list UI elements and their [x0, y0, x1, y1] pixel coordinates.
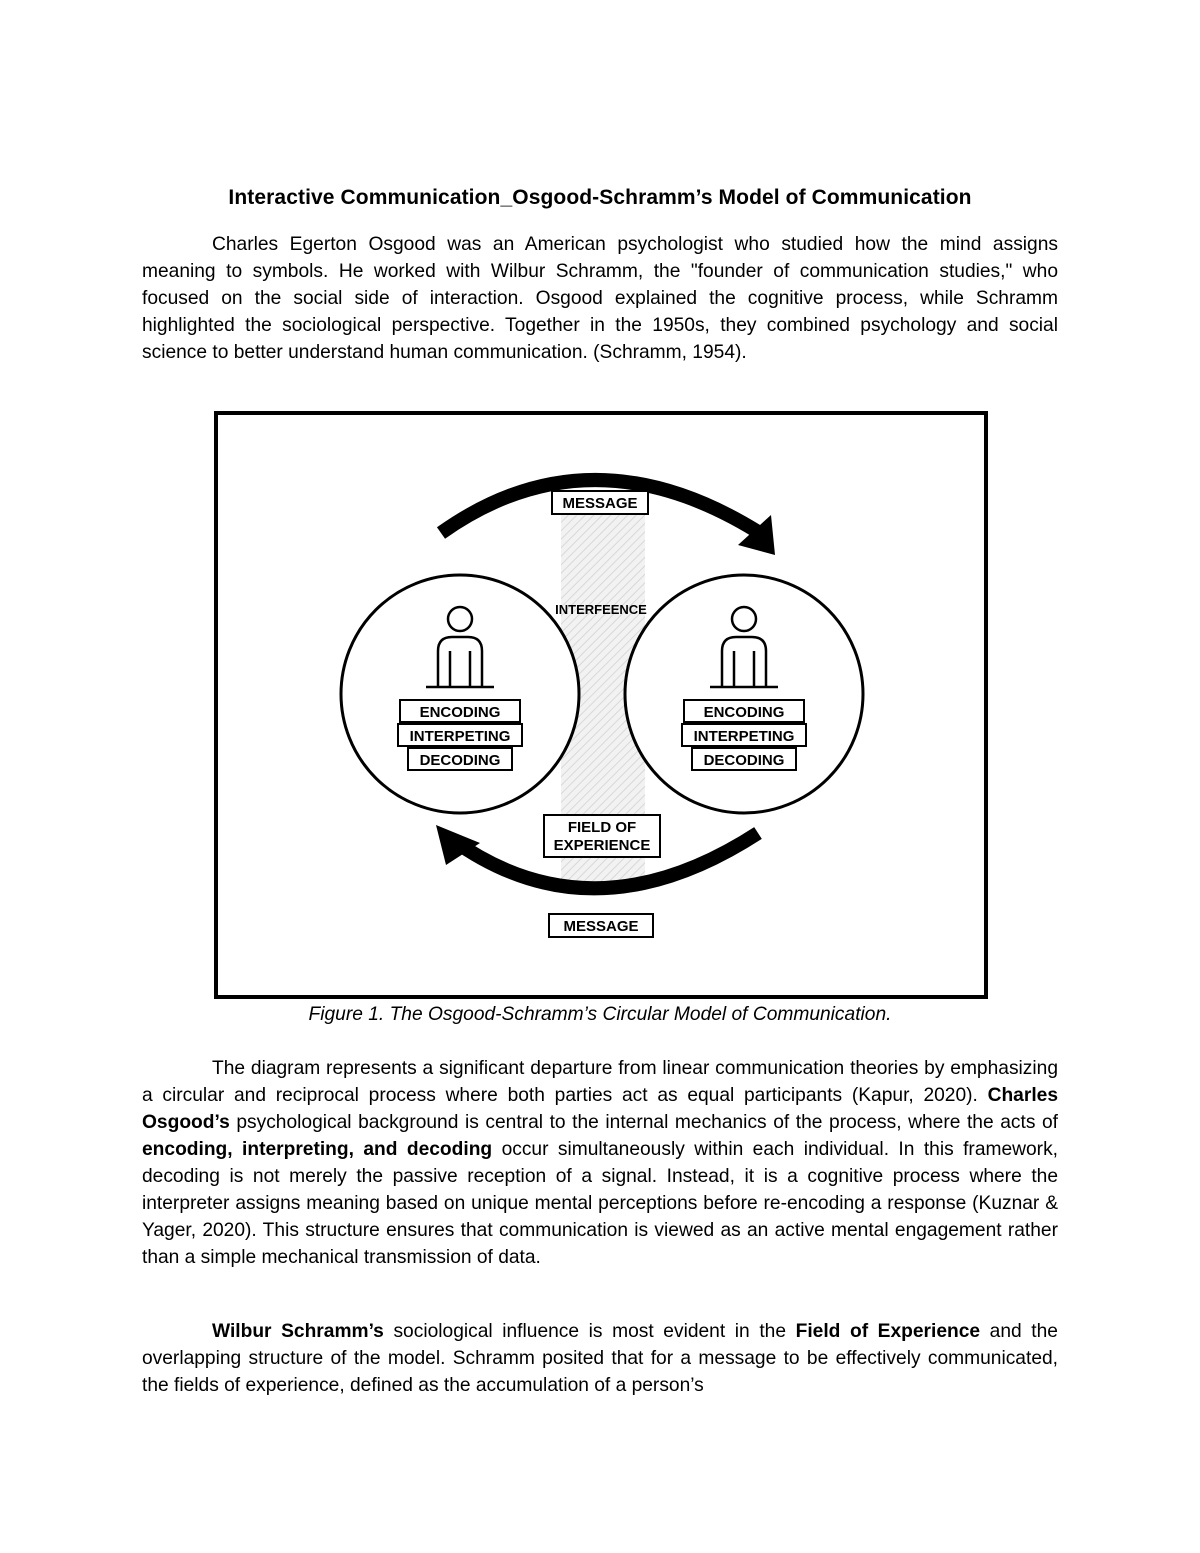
interference-label: INTERFEENCE [555, 602, 647, 617]
p3-text-1: sociological influence is most evident in the [383, 1321, 796, 1342]
intro-text: Charles Egerton Osgood was an American psychologist who studied how the mind assigns meaning to symbols. He worked with Wilbur Schramm, the "founder of communication studies," who focused on the social side of interaction. Osgood explained the cognitive process, while Schramm highlighted the sociological perspective. Together in the 1950s, they combined psychology and social science to better understand human communication. (Schramm, 1954). [142, 234, 1058, 363]
p2-text-3: occur simultaneously within each individual. In this framework, decoding is not merely the passive reception of a signal. Instead, it is a cognitive process where the interpreter assigns meaning based on unique mental perceptions before re-encoding a response (Kuznar & Yager, 2020). This structure ensures that communication is viewed as an active mental engagement rather than a simple mechanical transmission of data. [142, 1139, 1058, 1268]
svg-text:MESSAGE: MESSAGE [563, 918, 639, 935]
p3-bold-field: Field of Experience [795, 1321, 981, 1342]
svg-text:MESSAGE: MESSAGE [562, 495, 638, 512]
left-encoding: ENCODING [419, 704, 501, 721]
svg-text:EXPERIENCE: EXPERIENCE [553, 837, 651, 854]
diagram-explanation-paragraph [142, 1055, 1058, 1271]
figure-caption: Figure 1. The Osgood-Schramm’s Circular Model of Communication. [308, 1004, 892, 1025]
diagram-svg [218, 415, 984, 995]
field-of-experience-label [544, 815, 660, 857]
p2-text-1: The diagram represents a significant departure from linear communication theories by emphasizing a circular and reciprocal process where both parties act as equal participants (Kapur, 2020). [142, 1058, 1058, 1106]
right-encoding: ENCODING [703, 704, 785, 721]
schramm-paragraph [142, 1318, 1058, 1399]
left-decoding: DECODING [419, 752, 501, 769]
right-interpreting: INTERPETING [693, 728, 795, 745]
document-title: Interactive Communication_Osgood-Schramm’s Model of Communication [228, 186, 972, 209]
message-bottom-label [549, 914, 653, 937]
receiver-circle [625, 575, 863, 813]
p2-bold-processes: encoding, interpreting, and decoding [142, 1139, 493, 1160]
svg-text:FIELD OF: FIELD OF [567, 819, 637, 836]
p2-bold-osgood: Charles Osgood’s [142, 1085, 1058, 1133]
intro-paragraph [142, 231, 1058, 366]
osgood-schramm-diagram [214, 411, 988, 999]
left-interpreting: INTERPETING [409, 728, 511, 745]
p2-text-2: psychological background is central to the internal mechanics of the process, where the acts of [229, 1112, 1058, 1133]
p3-text-2: and the overlapping structure of the model. Schramm posited that for a message to be effectively communicated, the fields of experience, defined as the accumulation of a person’s [142, 1321, 1058, 1396]
right-decoding: DECODING [703, 752, 785, 769]
sender-circle [341, 575, 579, 813]
p3-bold-schramm: Wilbur Schramm’s [212, 1321, 384, 1342]
message-top-label [552, 491, 648, 514]
